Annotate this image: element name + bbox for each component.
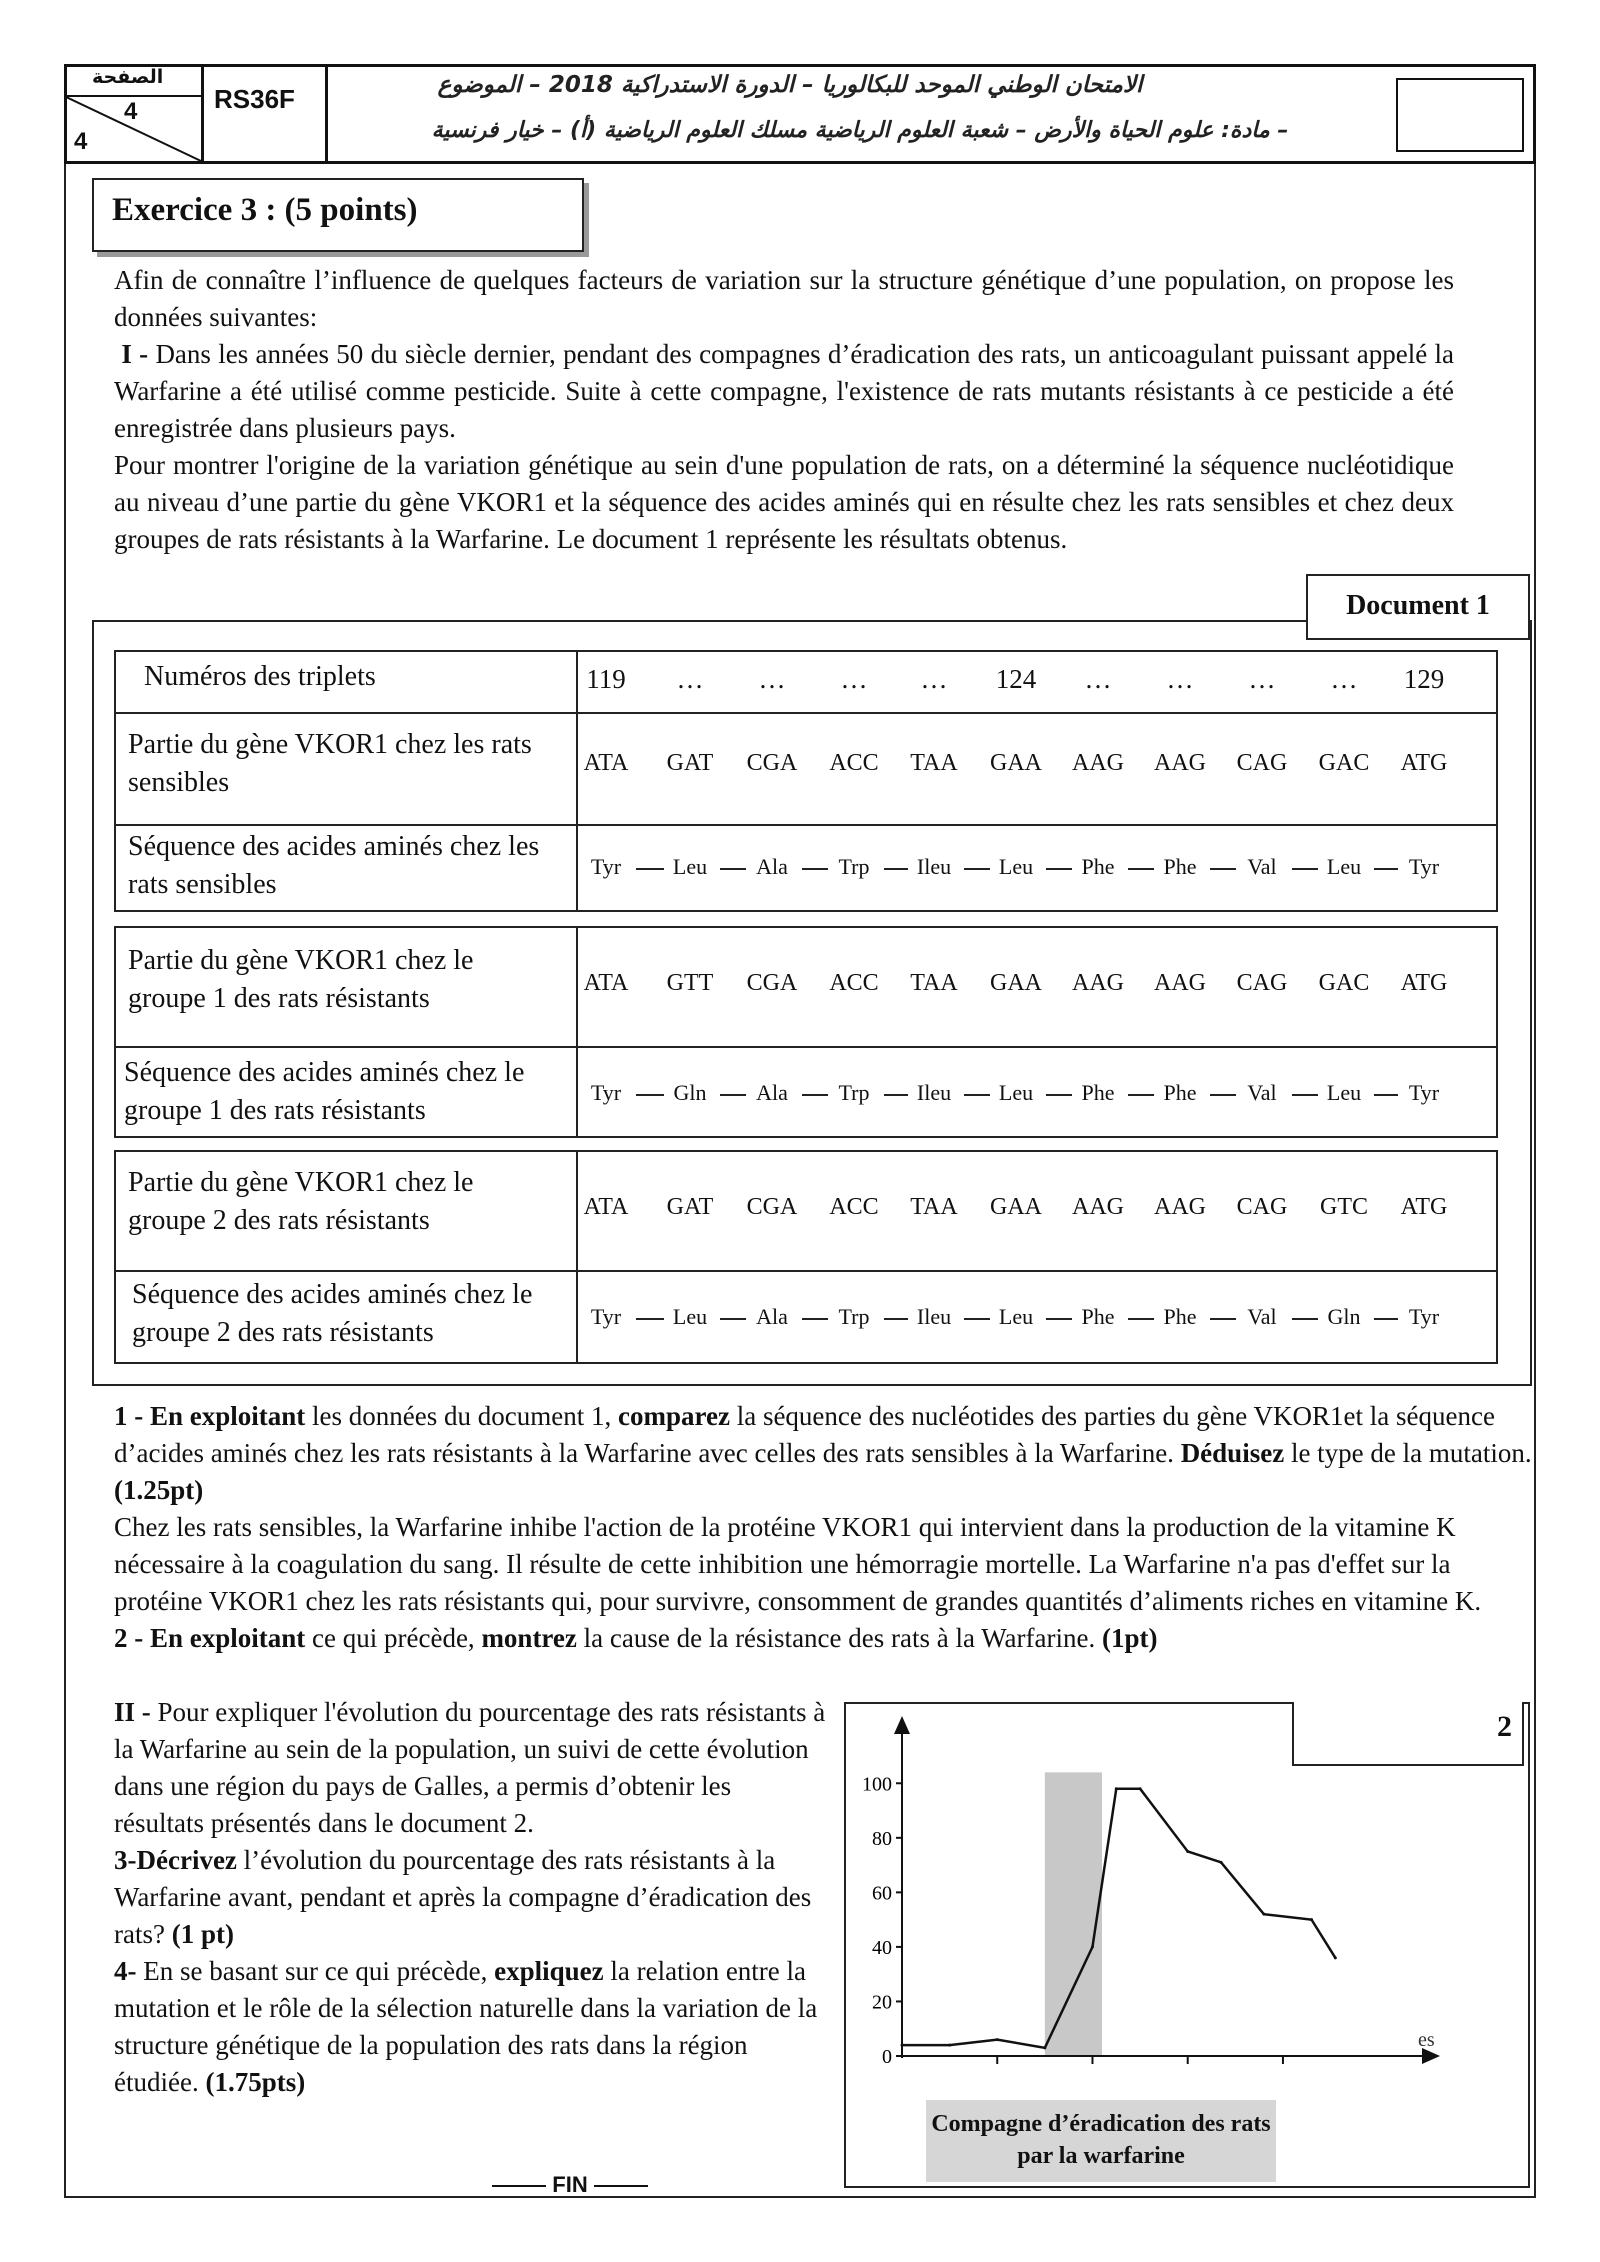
codon: CGA xyxy=(746,750,798,776)
q2-verb-2: montrez xyxy=(481,1623,577,1653)
document-2-label: 2 xyxy=(1497,1710,1512,1743)
q2-number: 2 - xyxy=(114,1623,144,1653)
codon: GAA xyxy=(990,1194,1042,1220)
amino-acid: Phe xyxy=(1163,854,1197,879)
amino-acid: Val xyxy=(1247,1304,1277,1329)
amino-acid: Gln xyxy=(1327,1304,1361,1329)
codon: ATG xyxy=(1400,750,1448,776)
data-point xyxy=(1115,1787,1118,1790)
aa-label-sensitive: Séquence des acides aminés chez les rats sensibles xyxy=(128,831,540,900)
y-tick-label: 20 xyxy=(872,1991,892,2014)
questions-block xyxy=(114,1398,1534,1657)
data-point xyxy=(1091,1945,1094,1948)
amino-acid: Trp xyxy=(838,1080,870,1105)
data-point xyxy=(948,2044,951,2047)
codon: AAG xyxy=(1072,750,1124,776)
amino-acid: Trp xyxy=(838,1304,870,1329)
intro-text: Afin de connaître l’influence de quelques facteurs de variation sur la structure génétique d’une population, on propose les données suivantes: xyxy=(114,265,1454,332)
end-marker xyxy=(450,2172,690,2198)
page-total: 4 xyxy=(74,128,88,155)
data-point xyxy=(901,2044,904,2047)
part2-label: II - xyxy=(114,1697,151,1727)
codon: GAT xyxy=(666,750,714,776)
divider xyxy=(114,1046,1498,1048)
q2-text-1: ce qui précède, xyxy=(312,1623,475,1653)
exercise-title: Exercice 3 : (5 points) xyxy=(92,178,584,252)
codon: ATA xyxy=(583,750,629,776)
y-tick-label: 60 xyxy=(872,1882,892,1905)
aa-label-resistant-1: Séquence des acides aminés chez le groupe 1 des rats résistants xyxy=(124,1057,525,1126)
part1-text-2: Pour montrer l'origine de la variation génétique au sein d'une population de rats, on a déterminé la séquence nucléotidique au niveau d’une partie du gène VKOR1 et la séquence des acides aminés qui en résulte chez les rats sensibles et chez deux groupes de rats résistants à la Warfarine. Le document 1 représente les résultats obtenus. xyxy=(114,450,1454,554)
q4-points: (1.75pts) xyxy=(205,2067,306,2097)
q1-number: 1 - xyxy=(114,1401,144,1431)
resistant-percentage-line xyxy=(902,1789,1335,2048)
x-axis-label-partial: es xyxy=(1418,2029,1435,2051)
data-point xyxy=(1186,1850,1189,1853)
codon: CAG xyxy=(1236,970,1288,996)
triplet-number: … xyxy=(920,664,948,694)
q2-verb-1: En exploitant xyxy=(150,1623,306,1653)
q1-points: (1.25pt) xyxy=(114,1475,204,1505)
codon: CGA xyxy=(746,1194,798,1220)
sequence-table xyxy=(114,650,1498,1370)
codons-resistant-1 xyxy=(576,970,1498,1010)
part1-label: I - xyxy=(121,339,149,369)
codons-resistant-2 xyxy=(576,1194,1498,1234)
q3-verb: Décrivez xyxy=(136,1845,237,1875)
amino-acid: Leu xyxy=(672,854,708,879)
context-text: Chez les rats sensibles, la Warfarine inhibe l'action de la protéine VKOR1 qui intervient dans la production de la vitamine K nécessaire à la coagulation du sang. Il résulte de cette inhibition une hémorragie mortelle. La Warfarine n'a pas d'effet sur la protéine VKOR1 chez les rats résistants qui, pour survivre, consomment de grandes quantités d’aliments riches en vitamine K. xyxy=(114,1512,1482,1616)
amino-acid: Trp xyxy=(838,854,870,879)
triplet-number: 119 xyxy=(586,664,626,694)
codon: AAG xyxy=(1072,1194,1124,1220)
q1-text-1: les données du document 1, xyxy=(312,1401,612,1431)
amino-acid: Ileu xyxy=(916,854,952,879)
amino-acid: Tyr xyxy=(590,1304,622,1329)
amino-acids-sensitive xyxy=(576,854,1498,894)
codon: ATA xyxy=(583,1194,629,1220)
y-tick-label: 40 xyxy=(872,1936,892,1959)
amino-acid: Leu xyxy=(998,854,1034,879)
data-point xyxy=(1139,1787,1142,1790)
amino-acids-resistant-2 xyxy=(576,1304,1498,1344)
codon: GAA xyxy=(990,750,1042,776)
codon: TAA xyxy=(910,750,958,776)
q1-text-2: la séquence des nucléotides des parties du gène VKOR1et la séquence d’acides aminés chez les rats résistants à la Warfarine avec celles des rats sensibles à la Warfarine. xyxy=(114,1401,1495,1468)
codon: GAT xyxy=(666,1194,714,1220)
codon: GTT xyxy=(666,970,714,996)
triplet-number: … xyxy=(676,664,704,694)
triplet-number: … xyxy=(758,664,786,694)
codons-sensitive xyxy=(576,750,1498,790)
data-point xyxy=(1262,1913,1265,1916)
part2-text: Pour expliquer l'évolution du pourcentage des rats résistants à la Warfarine au sein de la population, un suivi de cette évolution dans une région du pays de Galles, a permis d’obtenir les résultats présentés dans le document 2. xyxy=(114,1697,826,1838)
triplet-number: … xyxy=(1084,664,1112,694)
q3-points: (1 pt) xyxy=(171,1919,234,1949)
codon: ACC xyxy=(829,1194,879,1220)
y-tick-label: 80 xyxy=(872,1827,892,1850)
triplet-number: … xyxy=(1166,664,1194,694)
amino-acid: Tyr xyxy=(1408,854,1440,879)
triplet-number: … xyxy=(1248,664,1276,694)
data-point xyxy=(1334,1956,1337,1959)
amino-acid: Phe xyxy=(1081,1304,1115,1329)
fin-rule-right xyxy=(594,2185,648,2187)
codon: GAC xyxy=(1318,750,1370,776)
amino-acid: Leu xyxy=(1326,1080,1362,1105)
eradication-period-band xyxy=(1045,1772,1102,2056)
header-empty-box xyxy=(1396,78,1524,152)
codon: CAG xyxy=(1236,750,1288,776)
data-point xyxy=(1043,2046,1046,2049)
codon: CAG xyxy=(1236,1194,1288,1220)
intro-paragraph xyxy=(114,262,1454,558)
codon: ATG xyxy=(1400,1194,1448,1220)
y-tick-label: 0 xyxy=(882,2046,892,2068)
page-number: 4 xyxy=(124,98,138,125)
q4-text-1: En se basant sur ce qui précède, xyxy=(143,1956,488,1986)
amino-acid: Phe xyxy=(1081,1080,1115,1105)
amino-acid: Phe xyxy=(1163,1080,1197,1105)
triplet-number: … xyxy=(840,664,868,694)
header-line-2: – مادة: علوم الحياة والأرض – شعبة العلوم الرياضية مسلك العلوم الرياضية (أ) – خيار فرنسية xyxy=(431,118,1289,143)
data-point xyxy=(1220,1861,1223,1864)
gene-label-resistant-1: Partie du gène VKOR1 chez le groupe 1 des rats résistants xyxy=(128,945,474,1014)
amino-acid: Val xyxy=(1247,854,1277,879)
triplet-number: 129 xyxy=(1403,664,1445,694)
amino-acid: Leu xyxy=(998,1080,1034,1105)
q1-text-3: le type de la mutation. xyxy=(1290,1438,1532,1468)
codon: ATA xyxy=(583,970,629,996)
data-point xyxy=(1310,1918,1313,1921)
codon: TAA xyxy=(910,970,958,996)
y-tick-label: 100 xyxy=(862,1773,892,1796)
amino-acids-resistant-1 xyxy=(576,1080,1498,1120)
amino-acid: Tyr xyxy=(590,854,622,879)
triplet-numbers xyxy=(576,664,1498,704)
codon: ACC xyxy=(829,970,879,996)
amino-acid: Ileu xyxy=(916,1304,952,1329)
page-number-box xyxy=(64,64,204,164)
q3-number: 3- xyxy=(114,1845,137,1875)
amino-acid: Val xyxy=(1247,1080,1277,1105)
divider xyxy=(114,1270,1498,1272)
amino-acid: Tyr xyxy=(1408,1080,1440,1105)
amino-acid: Ala xyxy=(756,1080,788,1105)
rat-resistance-chart xyxy=(844,1702,1530,2102)
part1-text: Dans les années 50 du siècle dernier, pendant des compagnes d’éradication des rats, un anticoagulant puissant appelé la Warfarine a été utilisé comme pesticide. Suite à cette compagne, l'existence de rats mutants résistants à ce pesticide a été enregistrée dans plusieurs pays. xyxy=(114,339,1455,443)
eradication-legend: Compagne d’éradication des rats par la warfarine xyxy=(926,2100,1276,2182)
header-line-1: الامتحان الوطني الموحد للبكالوريا – الدورة الاستدراكية 2018 – الموضوع xyxy=(437,72,1143,98)
fin-text: FIN xyxy=(552,2172,588,2197)
codon: GTC xyxy=(1320,1194,1368,1220)
codon: AAG xyxy=(1072,970,1124,996)
codon: CGA xyxy=(746,970,798,996)
codon: TAA xyxy=(910,1194,958,1220)
aa-label-resistant-2: Séquence des acides aminés chez le groupe 2 des rats résistants xyxy=(132,1279,533,1348)
amino-acid: Phe xyxy=(1163,1304,1197,1329)
amino-acid: Ala xyxy=(756,854,788,879)
exam-code: RS36F xyxy=(204,64,328,164)
q4-number: 4- xyxy=(114,1956,137,1986)
triplet-number: 124 xyxy=(995,664,1037,694)
amino-acid: Gln xyxy=(673,1080,707,1105)
amino-acid: Ileu xyxy=(916,1080,952,1105)
q1-verb-3: Déduisez xyxy=(1180,1438,1285,1468)
fin-rule-left xyxy=(492,2185,546,2187)
document-1-label: Document 1 xyxy=(1306,574,1530,640)
codon: ATG xyxy=(1400,970,1448,996)
gene-label-sensitive: Partie du gène VKOR1 chez les rats sensibles xyxy=(128,729,532,798)
part2-block xyxy=(114,1694,826,2101)
codon: GAA xyxy=(990,970,1042,996)
codon: ACC xyxy=(829,750,879,776)
data-point xyxy=(996,2038,999,2041)
codon: AAG xyxy=(1154,970,1206,996)
amino-acid: Tyr xyxy=(590,1080,622,1105)
amino-acid: Leu xyxy=(1326,854,1362,879)
amino-acid: Tyr xyxy=(1408,1304,1440,1329)
codon: AAG xyxy=(1154,1194,1206,1220)
amino-acid: Leu xyxy=(672,1304,708,1329)
q4-text-2: la relation entre la mutation et le rôle de la sélection naturelle dans la variation de la structure génétique de la population des rats dans la région étudiée. xyxy=(114,1956,818,2097)
amino-acid: Leu xyxy=(998,1304,1034,1329)
amino-acid: Phe xyxy=(1081,854,1115,879)
codon: AAG xyxy=(1154,750,1206,776)
triplet-header-label: Numéros des triplets xyxy=(144,661,376,692)
q3-text: l’évolution du pourcentage des rats résistants à la Warfarine avant, pendant et après la compagne d’éradication des rats? xyxy=(114,1845,812,1949)
q1-verb-2: comparez xyxy=(617,1401,730,1431)
page-label: الصفحة xyxy=(92,66,164,88)
q2-points: (1pt) xyxy=(1101,1623,1158,1653)
q1-verb-1: En exploitant xyxy=(150,1401,306,1431)
amino-acid: Ala xyxy=(756,1304,788,1329)
codon: GAC xyxy=(1318,970,1370,996)
gene-label-resistant-2: Partie du gène VKOR1 chez le groupe 2 des rats résistants xyxy=(128,1167,474,1236)
y-axis-arrow xyxy=(894,1716,910,1734)
divider xyxy=(114,824,1498,826)
triplet-number: … xyxy=(1330,664,1358,694)
q4-verb: expliquez xyxy=(494,1956,604,1986)
q2-text-2: la cause de la résistance des rats à la Warfarine. xyxy=(583,1623,1096,1653)
